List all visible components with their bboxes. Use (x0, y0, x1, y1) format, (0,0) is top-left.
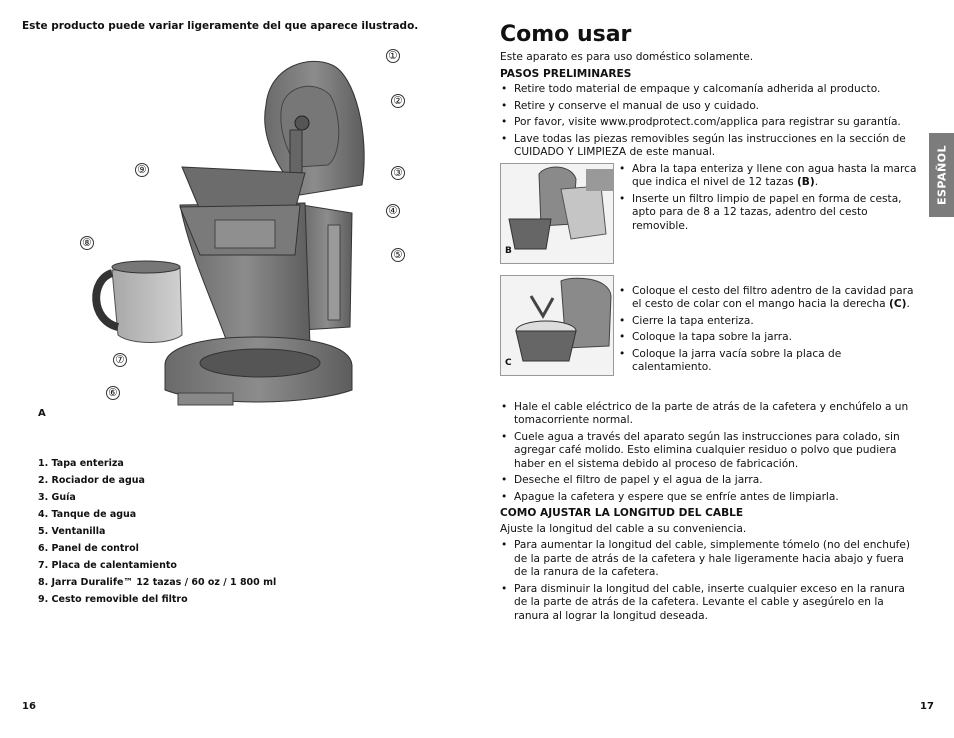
list-item: • Lave todas las piezas removibles según las instrucciones en la sección de CUIDADO Y LIMPIEZA de este manual. (500, 133, 920, 160)
figure-c-image (500, 275, 614, 376)
parts-list (38, 455, 276, 608)
preliminary-list-continued (500, 401, 920, 505)
list-item: • Por favor, visite www.prodprotect.com/applica para registrar su garantía. (500, 116, 920, 130)
insert-filter-illustration (501, 276, 614, 376)
disclaimer: Este producto puede variar ligeramente del que aparece ilustrado. (22, 20, 419, 32)
figure-c-steps (618, 285, 918, 378)
list-item: 9. Cesto removible del filtro (38, 594, 188, 605)
callout-6: ⑥ (106, 386, 120, 400)
cord-intro: Ajuste la longitud del cable a su conveniencia. (500, 522, 747, 535)
callout-3: ③ (391, 166, 405, 180)
list-item: 5. Ventanilla (38, 526, 106, 537)
list-item: • Hale el cable eléctrico de la parte de atrás de la cafetera y enchúfelo a un tomacorriente normal. (500, 401, 920, 428)
list-item: • Apague la cafetera y espere que se enfríe antes de limpiarla. (500, 491, 920, 505)
section-heading-preliminary: PASOS PRELIMINARES (500, 67, 632, 80)
callout-8: ⑧ (80, 236, 94, 250)
list-item: 3. Guía (38, 492, 76, 503)
list-item: 6. Panel de control (38, 543, 139, 554)
callout-5: ⑤ (391, 248, 405, 262)
preliminary-list (500, 83, 920, 160)
list-item: 1. Tapa enteriza (38, 458, 124, 469)
list-item: • Inserte un filtro limpio de papel en forma de cesta, apto para de 8 a 12 tazas, adentro del cesto removible. (618, 193, 918, 234)
figure-b-steps (618, 163, 918, 237)
list-item: • Abra la tapa enteriza y llene con agua hasta la marca que indica el nivel de 12 tazas (B). (618, 163, 918, 190)
list-item: 7. Placa de calentamiento (38, 560, 177, 571)
list-item: • Coloque la tapa sobre la jarra. (618, 331, 918, 345)
callout-1: ① (386, 49, 400, 63)
list-item: • Cierre la tapa enteriza. (618, 315, 918, 329)
list-item: • Coloque la jarra vacía sobre la placa de calentamiento. (618, 348, 918, 375)
list-item: • Para disminuir la longitud del cable, inserte cualquier exceso en la ranura de la parte de atrás de la cafetera. Levante el cable y asegúrelo en la ranura al lograr la longitud deseada. (500, 583, 920, 624)
list-item: • Cuele agua a través del aparato según las instrucciones para colado, sin agregar café molido. Esto elimina cualquier residuo o polvo que pudiera haber en el sistema debido al proceso de fabricación. (500, 431, 920, 472)
list-item: • Retire y conserve el manual de uso y cuidado. (500, 100, 920, 114)
list-item: 8. Jarra Duralife™ 12 tazas / 60 oz / 1 800 ml (38, 577, 277, 588)
language-tab: ESPAÑOL (929, 133, 954, 217)
coffee-maker-illustration (70, 45, 410, 435)
right-page (477, 0, 954, 738)
page-number-left: 16 (22, 701, 36, 712)
list-item: • Deseche el filtro de papel y el agua de la jarra. (500, 474, 920, 488)
page-title: Como usar (500, 22, 632, 47)
fill-water-illustration (501, 164, 614, 264)
list-item: • Para aumentar la longitud del cable, simplemente tómelo (no del enchufe) de la parte de atrás de la cafetera y hale ligeramente hacia abajo y fuera de la ranura de la cafetera. (500, 539, 920, 580)
section-heading-cord: COMO AJUSTAR LA LONGITUD DEL CABLE (500, 507, 744, 519)
page-number-right: 17 (920, 701, 934, 712)
callout-7: ⑦ (113, 353, 127, 367)
cord-list (500, 539, 920, 623)
figure-b-image (500, 163, 614, 264)
callout-2: ② (391, 94, 405, 108)
figure-c-block (500, 275, 920, 397)
list-item: • Retire todo material de empaque y calcomanía adherida al producto. (500, 83, 920, 97)
intro-text: Este aparato es para uso doméstico solamente. (500, 51, 754, 63)
list-item: • Coloque el cesto del filtro adentro de la cavidad para el cesto de colar con el mango hacia la derecha (C). (618, 285, 918, 312)
figure-label-c: C (505, 358, 512, 368)
figure-label-a: A (38, 408, 46, 419)
callout-9: ⑨ (135, 163, 149, 177)
callout-4: ④ (386, 204, 400, 218)
list-item: 4. Tanque de agua (38, 509, 137, 520)
figure-b-block (500, 163, 920, 271)
list-item: 2. Rociador de agua (38, 475, 145, 486)
instructions-content (500, 51, 920, 626)
figure-label-b: B (505, 246, 512, 256)
